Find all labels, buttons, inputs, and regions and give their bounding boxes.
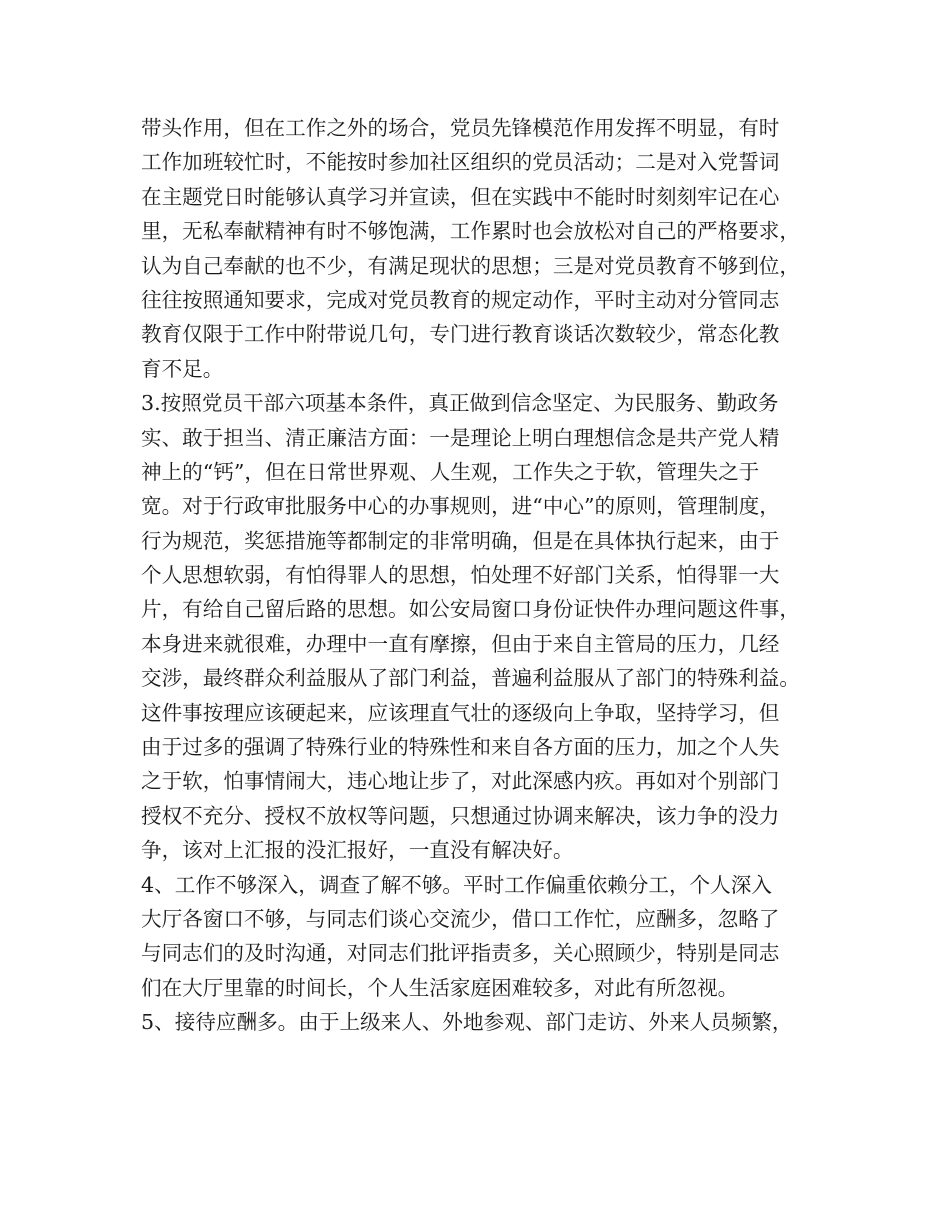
text-line: 与同志们的及时沟通，对同志们批评指责多，关心照顾少，特别是同志 (141, 941, 780, 966)
text-line: 里，无私奉献精神有时不够饱满，工作累时也会放松对自己的严格要求， (141, 219, 800, 244)
text-line: 本身进来就很难，办理中一直有摩擦，但由于来自主管局的压力，几经 (141, 631, 780, 656)
text-line: 育不足。 (141, 356, 224, 381)
text-line: 片，有给自己留后路的思想。如公安局窗口身份证快件办理问题这件事， (141, 597, 800, 622)
text-line: 神上的“钙”，但在日常世界观、人生观，工作失之于软，管理失之于 (141, 459, 760, 484)
text-line: 教育仅限于工作中附带说几句，专门进行教育谈话次数较少，常态化教 (141, 322, 780, 347)
text-line: 4、工作不够深入，调查了解不够。平时工作偏重依赖分工，个人深入 (141, 872, 772, 897)
text-line: 在主题党日时能够认真学习并宣读，但在实践中不能时时刻刻牢记在心 (141, 184, 780, 209)
text-line: 之于软，怕事情闹大，违心地让步了，对此深感内疚。再如对个别部门 (141, 769, 780, 794)
text-line: 交涉，最终群众利益服从了部门利益，普遍利益服从了部门的特殊利益。 (141, 666, 800, 691)
text-line: 个人思想软弱，有怕得罪人的思想，怕处理不好部门关系，怕得罪一大 (141, 563, 780, 588)
text-line: 由于过多的强调了特殊行业的特殊性和来自各方面的压力，加之个人失 (141, 735, 780, 760)
text-line: 3.按照党员干部六项基本条件，真正做到信念坚定、为民服务、勤政务 (141, 391, 779, 416)
text-line: 这件事按理应该硬起来，应该理直气壮的逐级向上争取，坚持学习，但 (141, 700, 780, 725)
text-line: 争，该对上汇报的没汇报好，一直没有解决好。 (141, 838, 574, 863)
text-line: 大厅各窗口不够，与同志们谈心交流少，借口工作忙，应酬多，忽略了 (141, 906, 780, 931)
text-line: 5、接待应酬多。由于上级来人、外地参观、部门走访、外来人员频繁， (141, 1010, 793, 1035)
text-line: 实、敢于担当、清正廉洁方面：一是理论上明白理想信念是共产党人精 (141, 425, 780, 450)
text-line: 授权不充分、授权不放权等问题，只想通过协调来解决，该力争的没力 (141, 803, 780, 828)
text-line: 带头作用，但在工作之外的场合，党员先锋模范作用发挥不明显，有时 (141, 116, 780, 140)
text-line: 宽。对于行政审批服务中心的办事规则，进“中心”的原则，管理制度， (141, 494, 780, 519)
document-body (141, 111, 821, 1040)
text-line: 往往按照通知要求，完成对党员教育的规定动作，平时主动对分管同志 (141, 287, 780, 312)
text-line: 们在大厅里靠的时间长，个人生活家庭困难较多，对此有所忽视。 (141, 975, 739, 1000)
text-line: 认为自己奉献的也不少，有满足现状的思想；三是对党员教育不够到位， (141, 253, 800, 278)
text-line: 工作加班较忙时，不能按时参加社区组织的党员活动；二是对入党誓词 (141, 150, 780, 175)
text-line: 行为规范，奖惩措施等都制定的非常明确，但是在具体执行起来，由于 (141, 528, 780, 553)
